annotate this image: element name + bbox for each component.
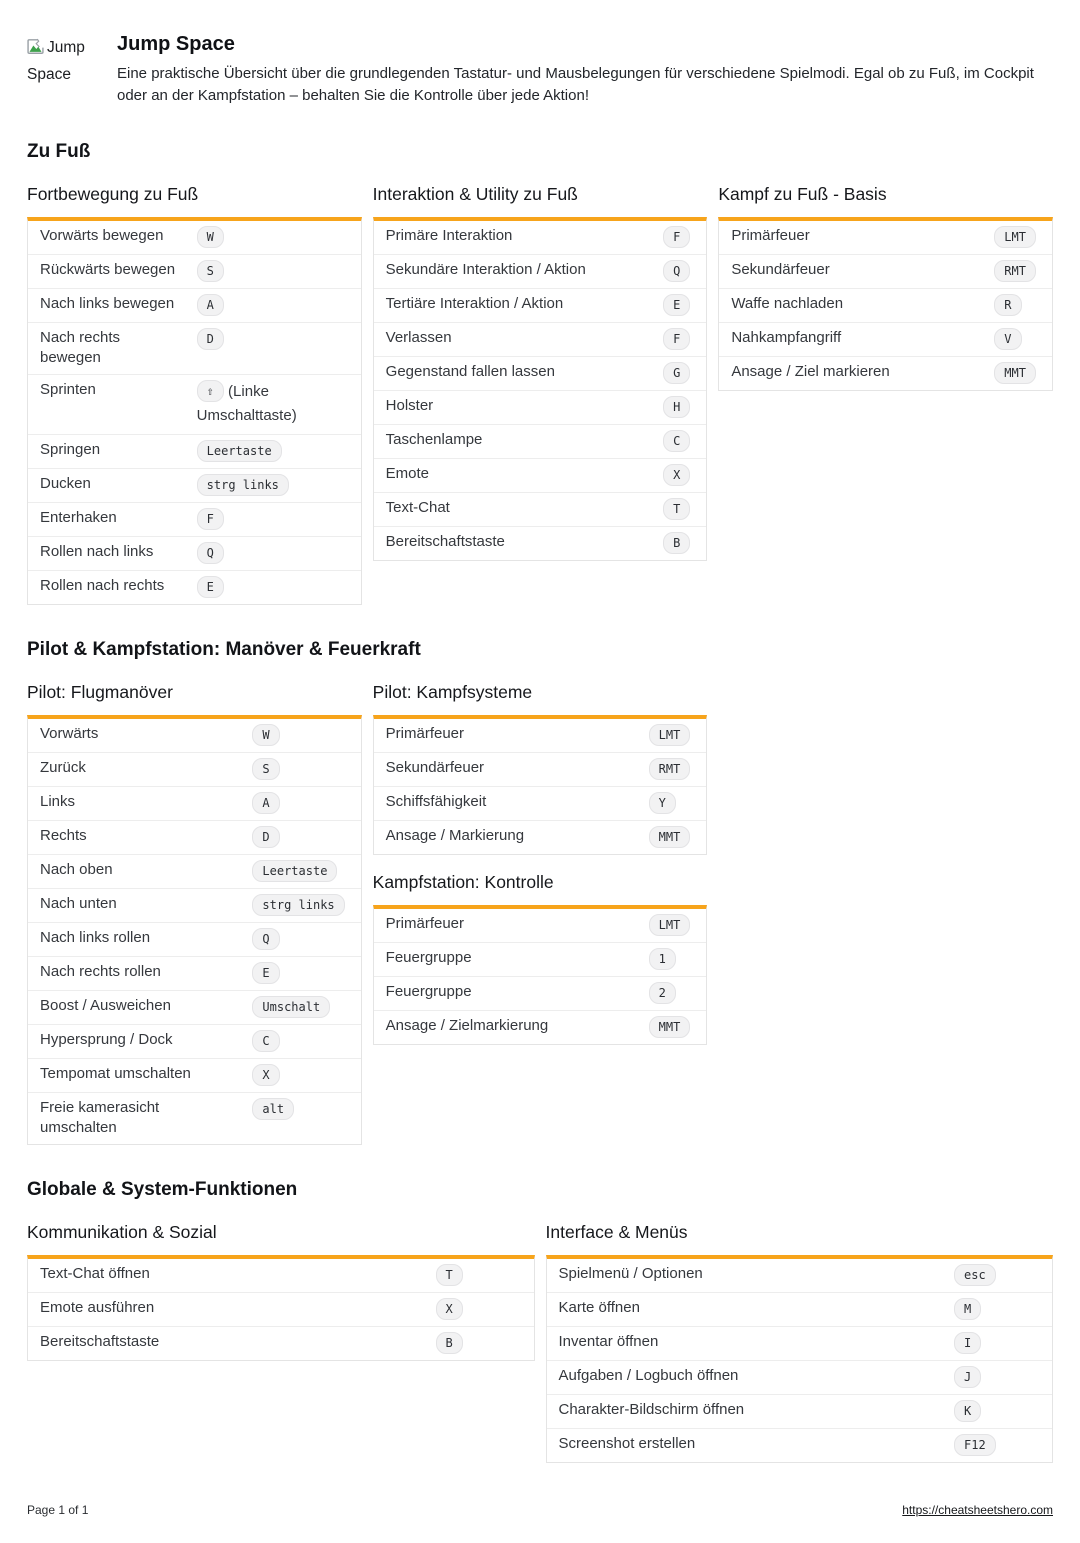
action-label: Emote: [374, 459, 655, 493]
key-badge: X: [663, 464, 690, 486]
table-row: [374, 289, 707, 323]
action-label: Rückwärts bewegen: [28, 255, 189, 289]
page-description: Eine praktische Übersicht über die grundlegenden Tastatur- und Mausbelegungen für verschiedene Spielmodi. Egal ob zu Fuß, im Cockpit oder an der Kampfstation – behalten Sie die Kontrolle über jede Aktion!: [117, 65, 1034, 104]
table-block: [27, 682, 362, 1145]
key-cell: [244, 787, 360, 821]
key-cell: [244, 719, 360, 753]
page-title: Jump Space: [117, 33, 235, 55]
table-row: [547, 1259, 1053, 1293]
action-label: Vorwärts: [40, 725, 99, 742]
section: [27, 141, 1053, 605]
table-title: Fortbewegung zu Fuß: [27, 184, 199, 204]
key-badge: B: [436, 1332, 463, 1354]
section-title: Globale & System-Funktionen: [27, 1179, 298, 1200]
key-badge: K: [954, 1400, 981, 1422]
action-label: Links: [28, 787, 244, 821]
key-badge: F12: [954, 1434, 996, 1456]
shortcut-table: [373, 715, 708, 855]
site-link[interactable]: https://cheatsheetshero.com: [902, 1503, 1053, 1517]
key-badge: 1: [649, 948, 676, 970]
key-cell: [946, 1259, 1052, 1293]
key-badge: LMT: [649, 914, 691, 936]
action-label: Schiffsfähigkeit: [374, 787, 641, 821]
key-cell: [946, 1293, 1052, 1327]
shortcut-table-grid: [28, 719, 361, 1144]
action-label: Boost / Ausweichen: [28, 991, 244, 1025]
section-title: Zu Fuß: [27, 141, 91, 162]
key-cell: [189, 503, 361, 537]
key-cell: [244, 855, 360, 889]
table-row: [374, 425, 707, 459]
key-badge: V: [994, 328, 1021, 350]
table-row: [374, 943, 707, 977]
section-column: [27, 1218, 535, 1463]
action-label: Rollen nach rechts: [28, 571, 189, 605]
table-row: [374, 787, 707, 821]
key-cell: [655, 493, 706, 527]
key-cell: [244, 957, 360, 991]
table-row: [28, 787, 361, 821]
table-row: [547, 1429, 1053, 1463]
table-row: [28, 503, 361, 537]
key-cell: [986, 289, 1052, 323]
action-label: Primäre Interaktion: [385, 227, 513, 244]
action-label: Primärfeuer: [385, 915, 465, 932]
key-cell: [189, 289, 361, 323]
table-row: [28, 289, 361, 323]
table-title: Interface & Menüs: [545, 1222, 688, 1242]
table-row: [374, 357, 707, 391]
key-cell: [244, 1093, 360, 1145]
key-cell: [655, 459, 706, 493]
key-badge: Q: [197, 542, 224, 564]
key-cell: [946, 1429, 1052, 1463]
section-column: [27, 180, 362, 605]
table-row: [374, 323, 707, 357]
key-cell: [428, 1327, 534, 1361]
table-row: [719, 289, 1052, 323]
table-row: [374, 221, 707, 255]
key-badge: esc: [954, 1264, 996, 1286]
key-badge: C: [663, 430, 690, 452]
action-label: Inventar öffnen: [547, 1327, 947, 1361]
action-label: Nach unten: [28, 889, 244, 923]
shortcut-table: [373, 905, 708, 1045]
shortcut-table: [27, 1255, 535, 1361]
table-row: [28, 537, 361, 571]
table-title: Kampf zu Fuß - Basis: [718, 184, 887, 204]
table-row: [28, 923, 361, 957]
action-label: Ansage / Markierung: [374, 821, 641, 855]
shortcut-table-grid: [719, 221, 1052, 390]
action-label: Rollen nach links: [28, 537, 189, 571]
key-badge: E: [197, 576, 224, 598]
table-row: [719, 323, 1052, 357]
key-cell: [244, 889, 360, 923]
shortcut-table-grid: [547, 1259, 1053, 1462]
key-cell: [655, 323, 706, 357]
key-badge: MMT: [649, 1016, 691, 1038]
broken-image-icon: [27, 38, 44, 55]
shortcut-table: [27, 217, 362, 605]
action-label: Text-Chat: [374, 493, 655, 527]
section-grid: [27, 1218, 1053, 1463]
key-cell: [655, 391, 706, 425]
action-label: Aufgaben / Logbuch öffnen: [547, 1361, 947, 1395]
key-cell: [428, 1259, 534, 1293]
key-badge: strg links: [197, 474, 289, 496]
key-cell: [244, 821, 360, 855]
table-row: [547, 1293, 1053, 1327]
key-badge: Q: [663, 260, 690, 282]
table-row: [719, 255, 1052, 289]
key-badge: W: [252, 724, 279, 746]
action-label: Enterhaken: [28, 503, 189, 537]
action-label: Sekundärfeuer: [719, 255, 986, 289]
key-cell: [641, 977, 707, 1011]
action-label: Feuergruppe: [374, 943, 641, 977]
table-row: [28, 571, 361, 605]
header-text: [117, 30, 1053, 107]
table-row: [28, 221, 361, 255]
action-label: Nahkampfangriff: [719, 323, 986, 357]
page-number: Page 1 of 1: [27, 1503, 89, 1517]
key-badge: W: [197, 226, 224, 248]
key-cell: [641, 909, 707, 943]
key-cell: [946, 1327, 1052, 1361]
table-row: [28, 255, 361, 289]
key-badge: Y: [649, 792, 676, 814]
table-row: [28, 821, 361, 855]
table-row: [28, 1093, 361, 1145]
section-grid: [27, 678, 1053, 1145]
action-label: Vorwärts bewegen: [40, 227, 164, 244]
key-badge: T: [663, 498, 690, 520]
key-badge: C: [252, 1030, 279, 1052]
section-grid: [27, 180, 1053, 605]
table-row: [28, 957, 361, 991]
section-column: [718, 180, 1053, 605]
key-cell: [655, 357, 706, 391]
key-badge: E: [663, 294, 690, 316]
action-label: Ducken: [28, 469, 189, 503]
action-label: Nach rechts rollen: [28, 957, 244, 991]
key-badge: M: [954, 1298, 981, 1320]
table-row: [28, 1327, 534, 1361]
table-block: [718, 184, 1053, 391]
key-badge: Umschalt: [252, 996, 330, 1018]
shortcut-table-grid: [374, 221, 707, 560]
table-row: [28, 323, 361, 375]
table-title: Interaktion & Utility zu Fuß: [372, 184, 578, 204]
table-row: [28, 1259, 534, 1293]
action-label: Gegenstand fallen lassen: [374, 357, 655, 391]
key-cell: [244, 1059, 360, 1093]
table-row: [374, 459, 707, 493]
table-row: [374, 391, 707, 425]
action-label: Hypersprung / Dock: [28, 1025, 244, 1059]
action-label: Sprinten: [28, 375, 189, 435]
key-badge: ⇧: [197, 380, 224, 402]
key-badge: X: [436, 1298, 463, 1320]
key-cell: [986, 357, 1052, 391]
shortcut-table: [546, 1255, 1054, 1463]
key-cell: [655, 289, 706, 323]
key-badge: T: [436, 1264, 463, 1286]
key-cell: [189, 435, 361, 469]
action-label: Freie kamerasicht umschalten: [28, 1093, 244, 1145]
action-label: Waffe nachladen: [719, 289, 986, 323]
key-badge: RMT: [649, 758, 691, 780]
table-row: [374, 821, 707, 855]
logo-alt-text: Jump Space: [27, 39, 85, 83]
content: [27, 107, 1053, 1463]
key-badge: F: [663, 328, 690, 350]
key-badge: MMT: [994, 362, 1036, 384]
table-title: Pilot: Flugmanöver: [27, 682, 173, 702]
action-label: Ansage / Ziel markieren: [719, 357, 986, 391]
shortcut-table-grid: [28, 1259, 534, 1360]
key-cell: [946, 1361, 1052, 1395]
key-cell: [244, 753, 360, 787]
shortcut-table: [373, 217, 708, 561]
section-column: [373, 180, 708, 605]
table-row: [28, 1293, 534, 1327]
action-label: Rechts: [28, 821, 244, 855]
key-cell: [986, 221, 1052, 255]
key-cell: [641, 719, 707, 753]
action-label: Springen: [28, 435, 189, 469]
table-row: [374, 1011, 707, 1045]
shortcut-table: [718, 217, 1053, 391]
key-cell: [189, 323, 361, 375]
key-badge: LMT: [649, 724, 691, 746]
key-cell: [189, 375, 361, 435]
action-label: Spielmenü / Optionen: [558, 1265, 703, 1282]
action-label: Nach links rollen: [28, 923, 244, 957]
key-cell: [244, 923, 360, 957]
key-cell: [244, 991, 360, 1025]
table-row: [374, 527, 707, 561]
key-cell: [641, 787, 707, 821]
key-badge: S: [252, 758, 279, 780]
table-row: [28, 469, 361, 503]
table-title: Kommunikation & Sozial: [27, 1222, 217, 1242]
key-badge: MMT: [649, 826, 691, 848]
action-label: Verlassen: [374, 323, 655, 357]
key-cell: [655, 425, 706, 459]
key-cell: [986, 323, 1052, 357]
key-badge: R: [994, 294, 1021, 316]
table-row: [374, 753, 707, 787]
table-block: [373, 682, 708, 855]
key-badge: D: [197, 328, 224, 350]
key-cell: [641, 943, 707, 977]
footer: [27, 1463, 1053, 1517]
table-row: [374, 255, 707, 289]
shortcut-table: [27, 715, 362, 1145]
key-cell: [189, 255, 361, 289]
key-cell: [655, 255, 706, 289]
key-badge: J: [954, 1366, 981, 1388]
key-cell: [244, 1025, 360, 1059]
table-row: [374, 909, 707, 943]
key-badge: Leertaste: [197, 440, 282, 462]
table-row: [374, 719, 707, 753]
action-label: Taschenlampe: [374, 425, 655, 459]
key-cell: [189, 221, 361, 255]
action-label: Nach links bewegen: [28, 289, 189, 323]
key-cell: [655, 527, 706, 561]
key-badge: Leertaste: [252, 860, 337, 882]
table-row: [28, 435, 361, 469]
key-cell: [641, 1011, 707, 1045]
action-label: Tempomat umschalten: [28, 1059, 244, 1093]
key-badge: I: [954, 1332, 981, 1354]
table-row: [719, 357, 1052, 391]
table-row: [28, 855, 361, 889]
action-label: Sekundäre Interaktion / Aktion: [374, 255, 655, 289]
table-block: [27, 1222, 535, 1361]
table-row: [719, 221, 1052, 255]
section-column: [718, 678, 1053, 1145]
table-row: [547, 1327, 1053, 1361]
key-cell: [641, 821, 707, 855]
table-row: [28, 1025, 361, 1059]
table-row: [28, 719, 361, 753]
action-label: Nach oben: [28, 855, 244, 889]
action-label: Feuergruppe: [374, 977, 641, 1011]
section: [27, 639, 1053, 1145]
key-badge: RMT: [994, 260, 1036, 282]
key-cell: [655, 221, 706, 255]
action-label: Bereitschaftstaste: [374, 527, 655, 561]
table-row: [547, 1395, 1053, 1429]
key-badge: Q: [252, 928, 279, 950]
key-badge: F: [197, 508, 224, 530]
table-block: [27, 184, 362, 605]
key-cell: [986, 255, 1052, 289]
action-label: Primärfeuer: [385, 725, 465, 742]
table-row: [374, 977, 707, 1011]
key-badge: E: [252, 962, 279, 984]
table-row: [28, 375, 361, 435]
action-label: Holster: [374, 391, 655, 425]
table-block: [373, 184, 708, 561]
action-label: Screenshot erstellen: [547, 1429, 947, 1463]
action-label: Charakter-Bildschirm öffnen: [547, 1395, 947, 1429]
table-row: [547, 1361, 1053, 1395]
action-label: Karte öffnen: [547, 1293, 947, 1327]
table-title: Pilot: Kampfsysteme: [372, 682, 533, 702]
key-cell: [189, 537, 361, 571]
table-block: [546, 1222, 1054, 1463]
key-badge: S: [197, 260, 224, 282]
key-badge: H: [663, 396, 690, 418]
action-label: Bereitschaftstaste: [28, 1327, 428, 1361]
key-badge: alt: [252, 1098, 294, 1120]
shortcut-table-grid: [374, 909, 707, 1044]
action-label: Sekundärfeuer: [374, 753, 641, 787]
section-column: [27, 678, 362, 1145]
key-badge: LMT: [994, 226, 1036, 248]
key-cell: [189, 571, 361, 605]
action-label: Primärfeuer: [731, 227, 810, 244]
table-block: [373, 872, 708, 1045]
key-badge: G: [663, 362, 690, 384]
key-badge: F: [663, 226, 690, 248]
table-row: [28, 753, 361, 787]
action-label: Ansage / Zielmarkierung: [374, 1011, 641, 1045]
key-cell: [946, 1395, 1052, 1429]
key-badge: 2: [649, 982, 676, 1004]
section-column: [546, 1218, 1054, 1463]
table-title: Kampfstation: Kontrolle: [372, 872, 554, 892]
action-label: Nach rechts bewegen: [28, 323, 189, 375]
header: [27, 30, 1053, 107]
key-badge: A: [197, 294, 224, 316]
key-cell: [189, 469, 361, 503]
logo: [27, 30, 117, 88]
action-label: Zurück: [28, 753, 244, 787]
action-label: Text-Chat öffnen: [40, 1265, 150, 1282]
key-badge: D: [252, 826, 279, 848]
key-cell: [641, 753, 707, 787]
key-suffix: (Linke Umschalttaste): [196, 383, 297, 424]
shortcut-table-grid: [374, 719, 707, 854]
table-row: [28, 889, 361, 923]
section-column: [373, 678, 708, 1145]
table-row: [374, 493, 707, 527]
section: [27, 1179, 1053, 1463]
key-badge: X: [252, 1064, 279, 1086]
action-label: Tertiäre Interaktion / Aktion: [374, 289, 655, 323]
key-cell: [428, 1293, 534, 1327]
key-badge: B: [663, 532, 690, 554]
section-title: Pilot & Kampfstation: Manöver & Feuerkraft: [27, 639, 421, 660]
key-badge: strg links: [252, 894, 344, 916]
shortcut-table-grid: [28, 221, 361, 604]
table-row: [28, 1059, 361, 1093]
action-label: Emote ausführen: [28, 1293, 428, 1327]
table-row: [28, 991, 361, 1025]
key-badge: A: [252, 792, 279, 814]
